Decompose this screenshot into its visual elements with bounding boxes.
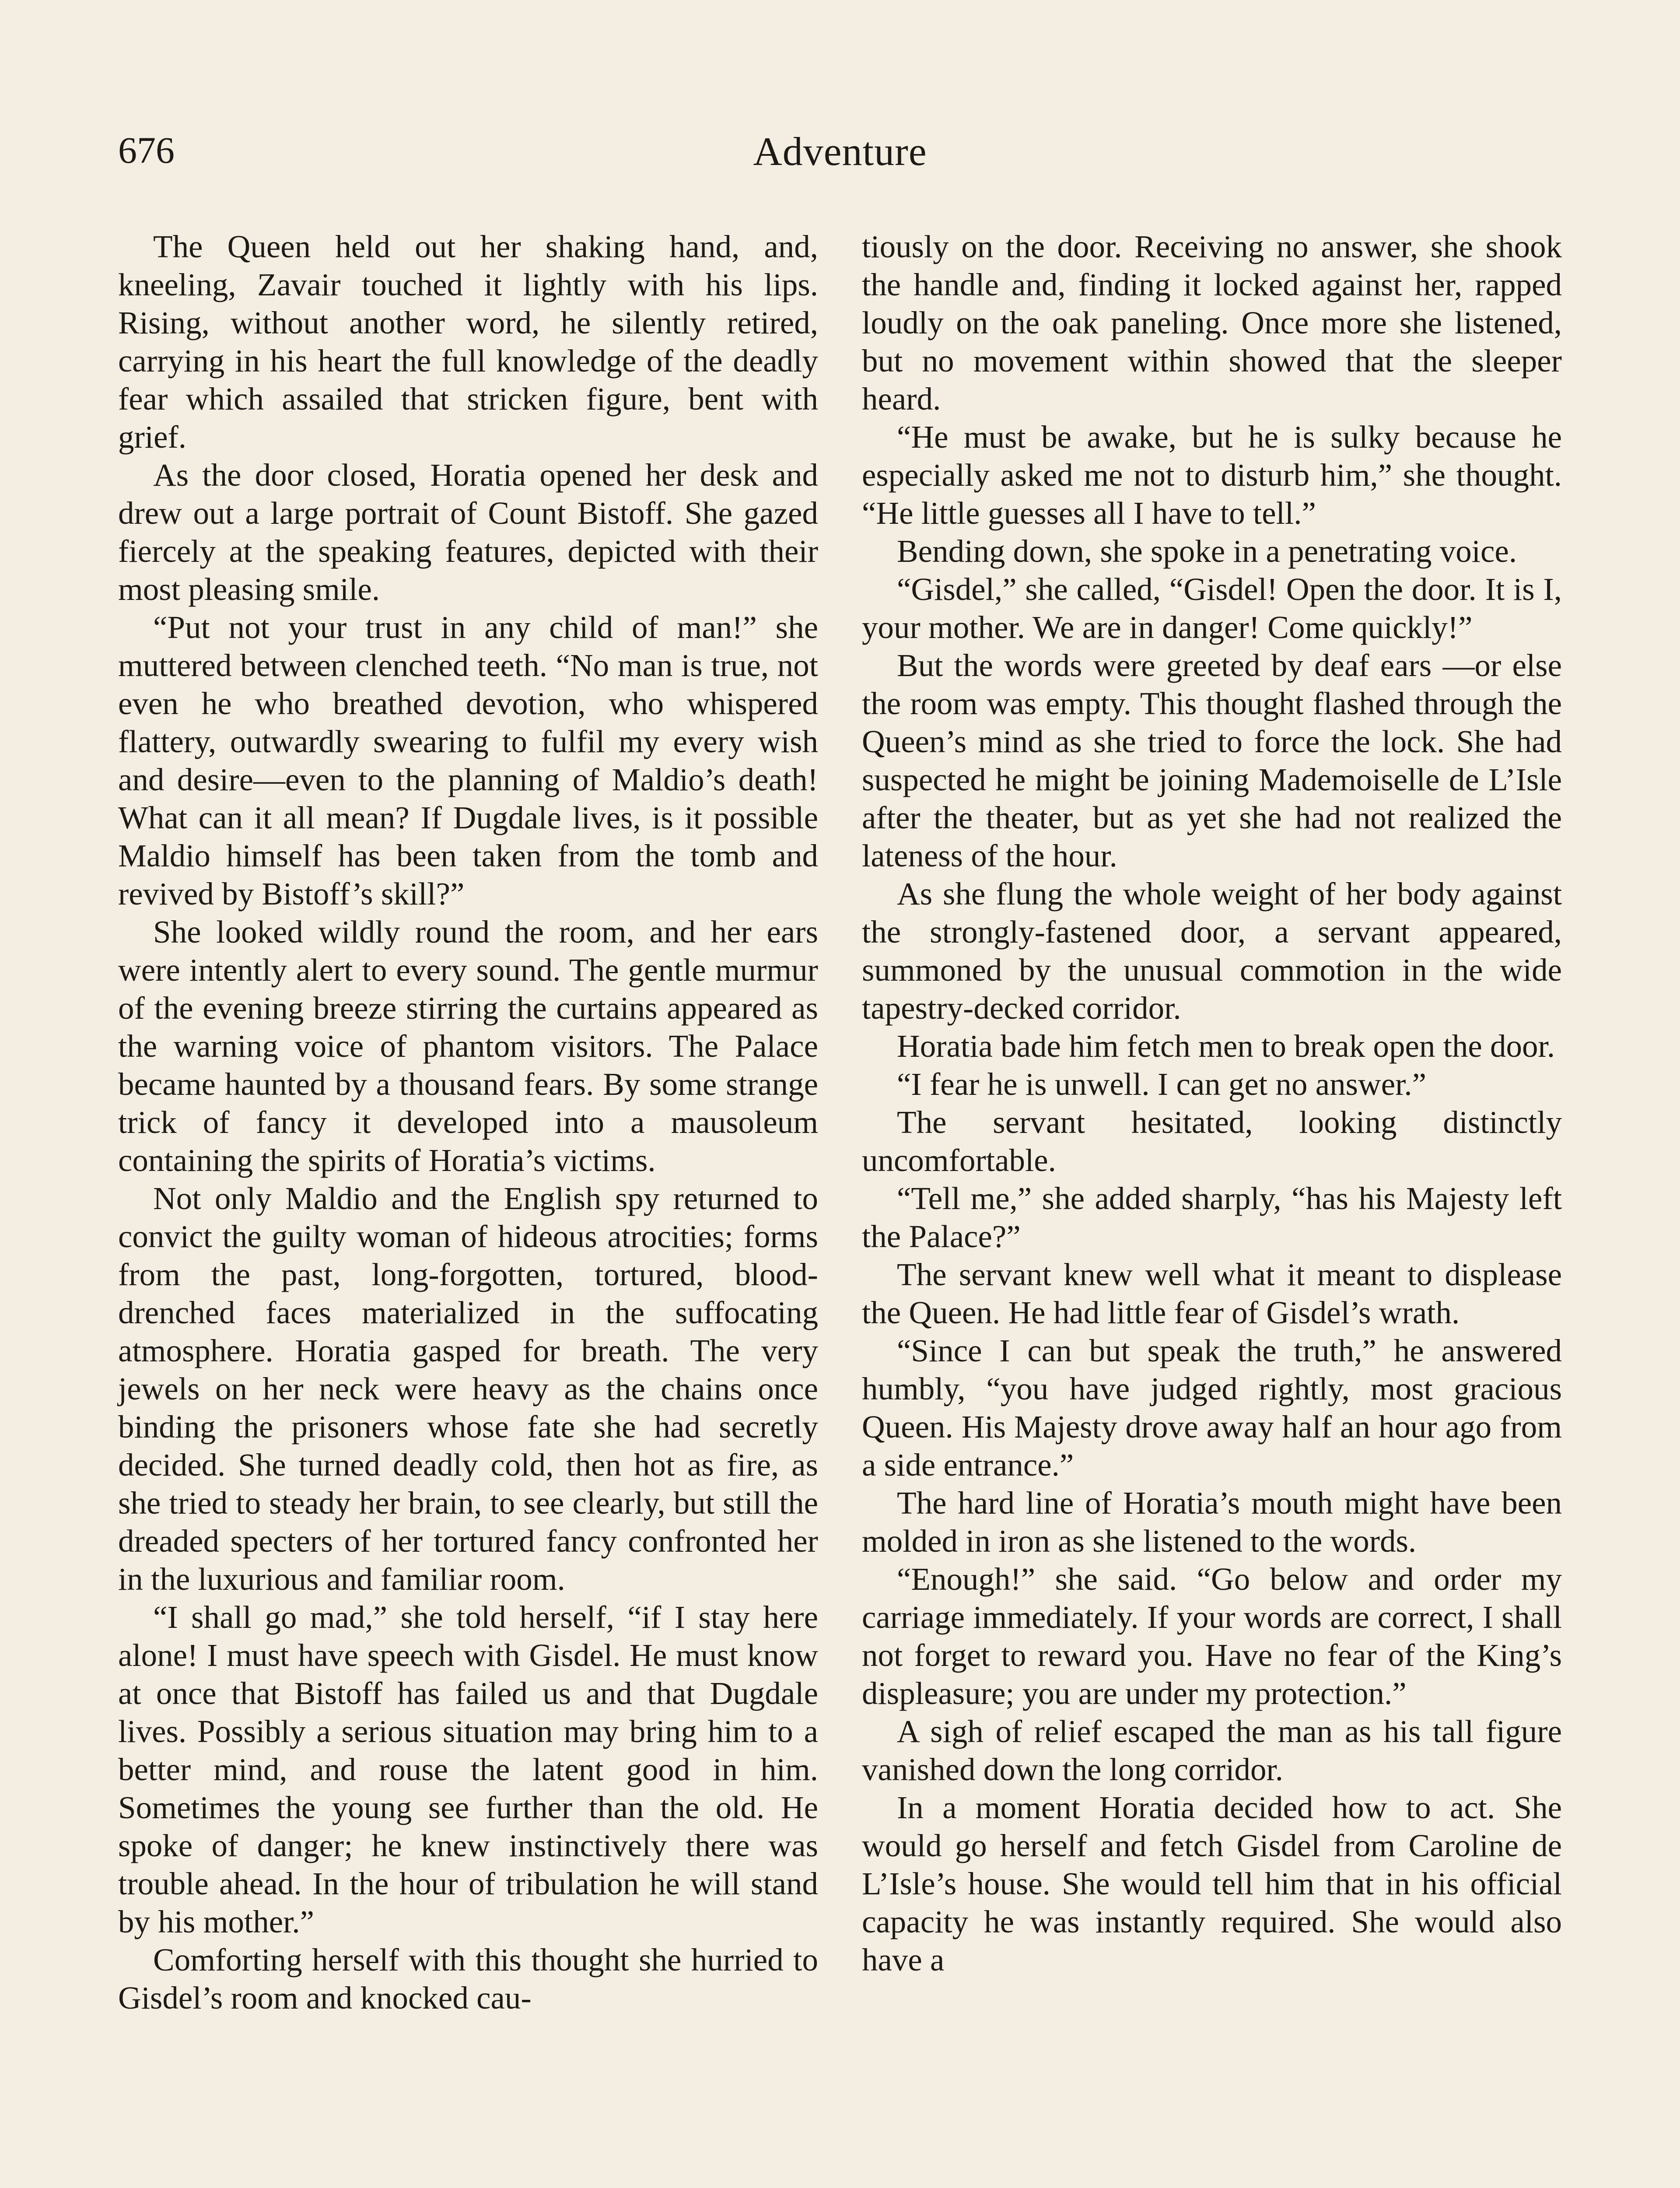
left-column — [118, 228, 818, 2017]
paragraph: Comforting herself with this thought she hurried to Gisdel’s room and knocked cau- — [118, 1942, 818, 2016]
paragraph: “He must be awake, but he is sulky because he especially asked me not to disturb him,” she thought. “He little guesses all I have to tell.” — [862, 419, 1562, 531]
paragraph: But the words were greeted by deaf ears —or else the room was empty. This thought flashed through the Queen’s mind as she tried to force the lock. She had suspected he might be joining Mademoiselle de L’Isle after the theater, but as yet she had not realized the lateness of the hour. — [862, 648, 1562, 873]
paragraph: In a moment Horatia decided how to act. She would go herself and fetch Gisdel from Caroline de L’Isle’s house. She would tell him that in his official capacity he was instantly required. She would also have a — [862, 1790, 1562, 1978]
paragraph: “I fear he is unwell. I can get no answer.” — [897, 1066, 1427, 1102]
paragraph: “Gisdel,” she called, “Gisdel! Open the door. It is I, your mother. We are in danger! Come quickly!” — [862, 572, 1562, 645]
paragraph: “Since I can but speak the truth,” he answered humbly, “you have judged rightly, most gracious Queen. His Majesty drove away half an hour ago from a side entrance.” — [862, 1333, 1562, 1483]
paragraph: The Queen held out her shaking hand, and, kneeling, Zavair touched it lightly with his lips. Rising, without another word, he silently retired, carrying in his heart the full knowledge of the deadly fear which assailed that stricken figure, bent with grief. — [118, 229, 818, 455]
page-number: 676 — [118, 129, 175, 171]
paragraph: Not only Maldio and the English spy returned to convict the guilty woman of hideous atrocities; forms from the past, long-forgotten, tortured, blood-drenched faces materialized in the suffocating atmosphere. Horatia gasped for breath. The very jewels on her neck were heavy as the chains once binding the prisoners whose fate she had secretly decided. She turned deadly cold, then hot as fire, as she tried to steady her brain, to see clearly, but still the dreaded specters of her tortured fancy confronted her in the luxurious and familiar room. — [118, 1181, 818, 1597]
paragraph: As she flung the whole weight of her body against the strongly-fastened door, a servant appeared, summoned by the unusual commotion in the wide tapestry-decked corridor. — [862, 876, 1562, 1026]
paragraph: The servant knew well what it meant to displease the Queen. He had little fear of Gisdel’s wrath. — [862, 1257, 1562, 1330]
paragraph: “Enough!” she said. “Go below and order my carriage immediately. If your words are correct, I shall not forget to reward you. Have no fear of the King’s displeasure; you are under my protection.” — [862, 1561, 1562, 1711]
paragraph: “Tell me,” she added sharply, “has his Majesty left the Palace?” — [862, 1181, 1562, 1254]
paragraph: “Put not your trust in any child of man!” she muttered between clenched teeth. “No man is true, not even he who breathed devotion, who whispered flattery, outwardly swearing to fulfil my every wish and desire—even to the planning of Maldio’s death! What can it all mean? If Dugdale lives, is it possible Maldio himself has been taken from the tomb and revived by Bistoff’s skill?” — [118, 610, 818, 912]
paragraph-continued: tiously on the door. Receiving no answer, she shook the handle and, finding it locked against her, rapped loudly on the oak paneling. Once more she listened, but no movement within showed that the sleeper heard. — [862, 229, 1562, 417]
paragraph: The servant hesitated, looking distinctly uncomfortable. — [862, 1105, 1562, 1178]
right-column — [862, 228, 1562, 1979]
paragraph: The hard line of Horatia’s mouth might have been molded in iron as she listened to the words. — [862, 1485, 1562, 1559]
paragraph: Horatia bade him fetch men to break open the door. — [897, 1028, 1555, 1064]
paragraph: A sigh of relief escaped the man as his tall figure vanished down the long corridor. — [862, 1714, 1562, 1787]
paragraph: She looked wildly round the room, and her ears were intently alert to every sound. The gentle murmur of the evening breeze stirring the curtains appeared as the warning voice of phantom visitors. The Palace became haunted by a thousand fears. By some strange trick of fancy it developed into a mausoleum containing the spirits of Horatia’s victims. — [118, 914, 818, 1178]
running-title: Adventure — [753, 129, 927, 174]
paragraph: As the door closed, Horatia opened her desk and drew out a large portrait of Count Bistoff. She gazed fiercely at the speaking features, depicted with their most pleasing smile. — [118, 457, 818, 607]
paragraph: “I shall go mad,” she told herself, “if I stay here alone! I must have speech with Gisdel. He must know at once that Bistoff has failed us and that Dugdale lives. Possibly a serious situation may bring him to a better mind, and rouse the latent good in him. Sometimes the young see further than the old. He spoke of danger; he knew instinctively there was trouble ahead. In the hour of tribulation he will stand by his mother.” — [118, 1599, 818, 1939]
paragraph: Bending down, she spoke in a penetrating voice. — [897, 533, 1517, 569]
